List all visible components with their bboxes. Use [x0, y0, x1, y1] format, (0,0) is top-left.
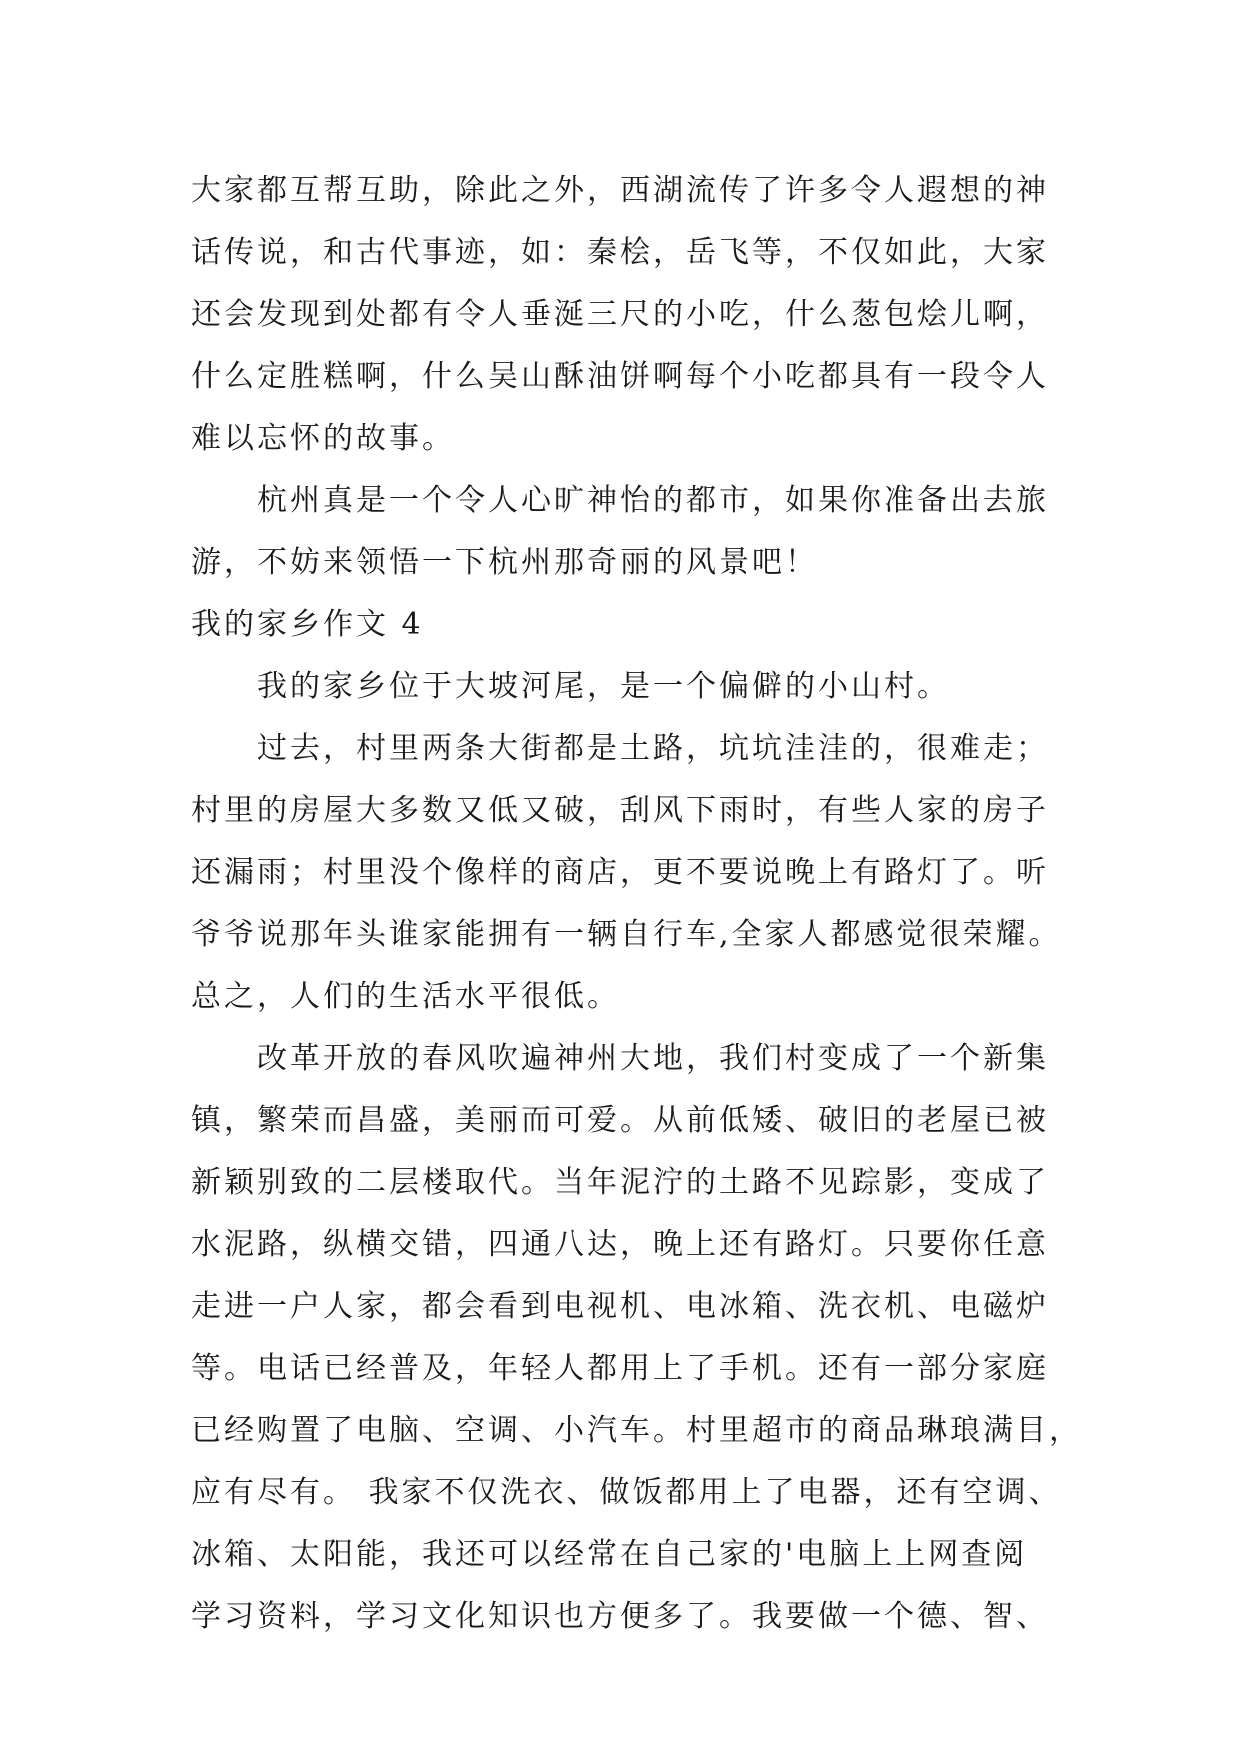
text-line: 水泥路，纵横交错，四通八达，晚上还有路灯。只要你任意	[191, 1227, 1049, 1262]
text-line: 应有尽有。 我家不仅洗衣、做饭都用上了电器，还有空调、	[191, 1475, 1062, 1510]
text-line: 已经购置了电脑、空调、小汽车。村里超市的商品琳琅满目，	[191, 1413, 1082, 1448]
text-line: 什么定胜糕啊，什么吴山酥油饼啊每个小吃都具有一段令人	[191, 359, 1049, 394]
paragraph-first-line: 过去，村里两条大街都是土路，坑坑洼洼的，很难走；	[257, 731, 1049, 766]
text-line: 大家都互帮互助，除此之外，西湖流传了许多令人遐想的神	[191, 173, 1049, 208]
document-body	[191, 160, 1082, 1648]
text-line: 游，不妨来领悟一下杭州那奇丽的风景吧！	[191, 545, 818, 580]
text-line: 总之，人们的生活水平很低。	[191, 979, 620, 1014]
section-heading: 我的家乡作文 4	[191, 607, 424, 642]
text-line: 走进一户人家，都会看到电视机、电冰箱、洗衣机、电磁炉	[191, 1289, 1049, 1324]
text-line: 等。电话已经普及，年轻人都用上了手机。还有一部分家庭	[191, 1351, 1049, 1386]
text-line: 难以忘怀的故事。	[191, 421, 455, 456]
text-line: 爷爷说那年头谁家能拥有一辆自行车,全家人都感觉很荣耀。	[191, 917, 1062, 952]
paragraph-first-line: 杭州真是一个令人心旷神怡的都市，如果你准备出去旅	[257, 483, 1049, 518]
text-line: 学习资料，学习文化知识也方便多了。我要做一个德、智、	[191, 1599, 1049, 1634]
text-line: 新颖别致的二层楼取代。当年泥泞的土路不见踪影，变成了	[191, 1165, 1049, 1200]
text-line: 冰箱、太阳能，我还可以经常在自己家的'电脑上上网查阅	[191, 1537, 1028, 1572]
text-line: 镇，繁荣而昌盛，美丽而可爱。从前低矮、破旧的老屋已被	[191, 1103, 1049, 1138]
paragraph-first-line: 改革开放的春风吹遍神州大地，我们村变成了一个新集	[257, 1041, 1049, 1076]
text-line: 话传说，和古代事迹，如：秦桧，岳飞等，不仅如此，大家	[191, 235, 1049, 270]
paragraph-first-line: 我的家乡位于大坡河尾，是一个偏僻的小山村。	[257, 669, 950, 704]
text-line: 村里的房屋大多数又低又破，刮风下雨时，有些人家的房子	[191, 793, 1049, 828]
text-line: 还漏雨；村里没个像样的商店，更不要说晚上有路灯了。听	[191, 855, 1049, 890]
text-line: 还会发现到处都有令人垂涎三尺的小吃，什么葱包烩儿啊，	[191, 297, 1049, 332]
